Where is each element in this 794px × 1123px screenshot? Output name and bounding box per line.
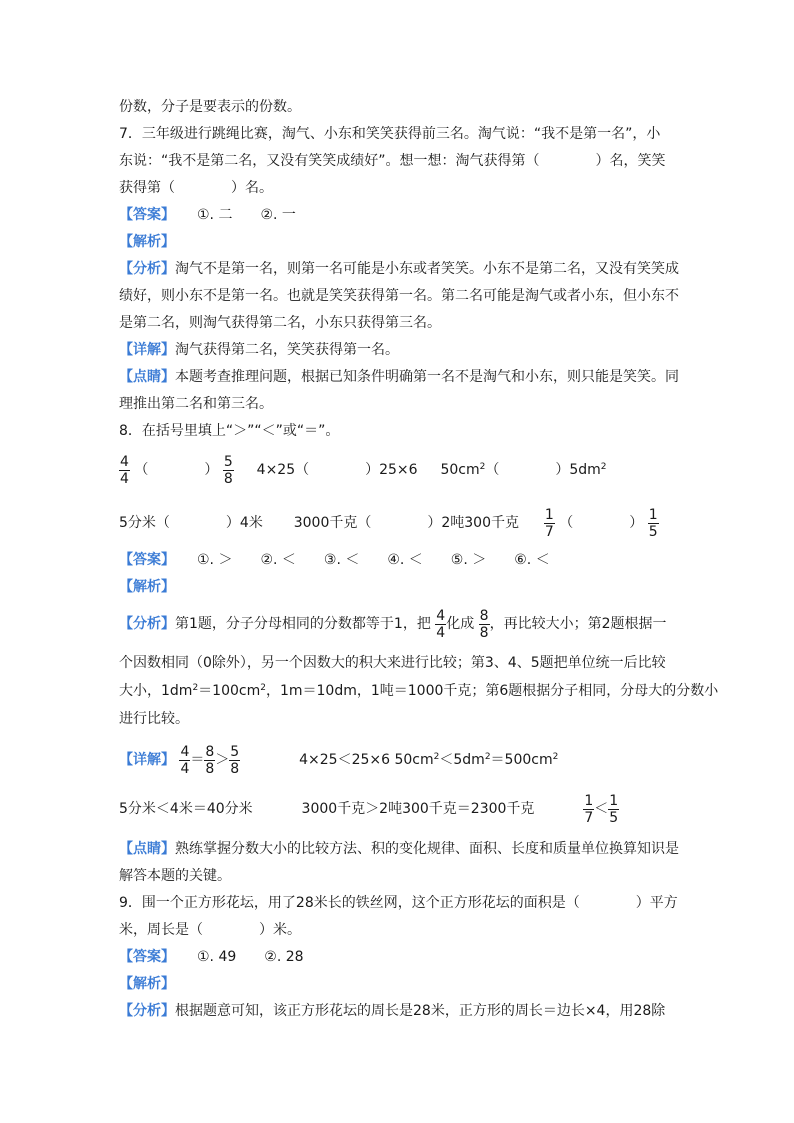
question-8-row-2 — [119, 505, 659, 541]
fraction: $\frac{1}{5}$ — [648, 506, 658, 540]
fenxi-line-3: 大小，$1dm^2=100cm^2$，1m＝10dm，1吨＝1000千克；第6题根据分子相同，分母大的分数小 — [119, 683, 719, 699]
fenxi-line-3: 是第二名，则淘气获得第二名，小东只获得第三名。 — [119, 315, 441, 331]
jiexi-tag: 【解析】 — [119, 579, 175, 595]
fraction: $\frac{1}{5}$ — [609, 792, 619, 826]
fraction: $\frac{4}{4}$ — [180, 743, 190, 777]
answer-tag: 【答案】 — [119, 552, 175, 568]
fenxi-text: 根据题意可知，该正方形花坛的周长是28米，正方形的周长＝边长×4，用28除 — [175, 1003, 666, 1019]
fraction: $\frac{4}{4}$ — [436, 607, 446, 641]
answer-tag: 【答案】 — [119, 949, 175, 965]
fraction: $\frac{8}{8}$ — [479, 607, 489, 641]
question-8-row-1 — [119, 452, 607, 488]
fenxi-tag: 【分析】 — [119, 1003, 175, 1019]
answer-text: ①. ＞ ②. ＜ ③. ＜ ④. ＜ ⑤. ＞ ⑥. ＜ — [197, 552, 550, 568]
dianjing-tag: 【点睛】 — [119, 841, 175, 857]
jiexi-tag: 【解析】 — [119, 976, 175, 992]
fraction: $\frac{4}{4}$ — [120, 453, 129, 487]
dianjing-tag: 【点睛】 — [119, 369, 175, 385]
xiangjie-line-2: 5分米＜4米＝40分米 3000千克＞2吨300千克＝2300千克 $\frac{1}{7}$ ＜ $\frac{1}{5}$ — [119, 792, 619, 826]
fenxi-line-1: 【分析】第1题，分子分母相同的分数都等于1，把 $\frac{4}{4}$ 化成 $\frac{8}{8}$ ，再比较大小；第2题根据一 — [119, 607, 667, 641]
expression: 4×25＜25×6 — [299, 752, 391, 768]
xiangjie-tag: 【详解】 — [119, 342, 175, 358]
fraction: $\frac{8}{8}$ — [205, 743, 215, 777]
question-9-line-1: 9．围一个正方形花坛，用了28米长的铁丝网，这个正方形花坛的面积是（ ）平方 — [119, 895, 678, 911]
xiangjie-line-1: 【详解】 $\frac{4}{4}$ ＝ $\frac{8}{8}$ ＞ $\frac{5}{8}$ 4×25＜25×6 $50cm^2<5dm^2=500cm^2$ — [119, 743, 559, 777]
question-7-line-3: 获得第（ ）名。 — [119, 180, 273, 196]
answer-text: ①. 49 ②. 28 — [197, 949, 304, 965]
xiangjie-line — [119, 340, 399, 360]
question-8-title: 8．在括号里填上“＞”“＜”或“＝”。 — [119, 423, 340, 439]
answer-text: ①. 二 ②. 一 — [197, 207, 296, 223]
expression: 4×25（ ）25×6 — [256, 462, 418, 478]
answer-row — [119, 550, 550, 570]
fraction: $\frac{1}{7}$ — [584, 792, 594, 826]
blank-paren: （ ） — [559, 515, 644, 531]
fenxi-line-2: 绩好，则小东不是第一名。也就是笑笑获得第一名。第二名可能是淘气或者小东，但小东不 — [119, 288, 679, 304]
fraction: $\frac{5}{8}$ — [223, 453, 233, 487]
dianjing-line-2: 解答本题的关键。 — [119, 868, 231, 884]
answer-row — [119, 947, 304, 967]
expression: $50cm^2$（ ）$5dm^2$ — [440, 462, 607, 478]
fraction: $\frac{5}{8}$ — [230, 743, 240, 777]
blank-paren: （ ） — [134, 462, 219, 478]
fenxi-tag: 【分析】 — [119, 616, 175, 632]
fraction: $\frac{1}{7}$ — [544, 506, 554, 540]
question-7-line-2: 东说：“我不是第二名，又没有笑笑成绩好”。想一想：淘气获得第（ ）名，笑笑 — [119, 153, 666, 169]
expression: 5分米（ ）4米 — [119, 515, 263, 531]
expression: 3000千克＞2吨300千克＝2300千克 — [301, 801, 535, 817]
fenxi-line-2: 个因数相同（0除外），另一个因数大的积大来进行比较；第3、4、5题把单位统一后比较 — [119, 655, 666, 671]
fenxi-text: 淘气不是第一名，则第一名可能是小东或者笑笑。小东不是第二名，又没有笑笑成 — [175, 261, 679, 277]
fenxi-line-1 — [119, 259, 679, 279]
dianjing-text: 熟练掌握分数大小的比较方法、积的变化规律、面积、长度和质量单位换算知识是 — [175, 841, 679, 857]
expression: $50cm^2<5dm^2=500cm^2$ — [394, 752, 559, 768]
expression: 5分米＜4米＝40分米 — [119, 801, 253, 817]
fenxi-tag: 【分析】 — [119, 261, 175, 277]
question-7-line-1: 7．三年级进行跳绳比赛，淘气、小东和笑笑获得前三名。淘气说：“我不是第一名”，小 — [119, 126, 661, 142]
dianjing-line-2: 理推出第二名和第三名。 — [119, 396, 273, 412]
xiangjie-text: 淘气获得第二名，笑笑获得第一名。 — [175, 342, 399, 358]
fenxi-line-4: 进行比较。 — [119, 711, 189, 727]
dianjing-text: 本题考查推理问题，根据已知条件明确第一名不是淘气和小东，则只能是笑笑。同 — [175, 369, 679, 385]
expression: 3000千克（ ）2吨300千克 — [293, 515, 519, 531]
answer-row — [119, 205, 296, 225]
question-9-line-2: 米，周长是（ ）米。 — [119, 922, 301, 938]
paragraph-line: 份数，分子是要表示的份数。 — [119, 99, 301, 115]
xiangjie-tag: 【详解】 — [119, 752, 175, 768]
dianjing-line-1 — [119, 839, 679, 859]
answer-tag: 【答案】 — [119, 207, 175, 223]
fenxi-line-1 — [119, 1001, 665, 1021]
jiexi-tag: 【解析】 — [119, 234, 175, 250]
dianjing-line-1 — [119, 367, 679, 387]
